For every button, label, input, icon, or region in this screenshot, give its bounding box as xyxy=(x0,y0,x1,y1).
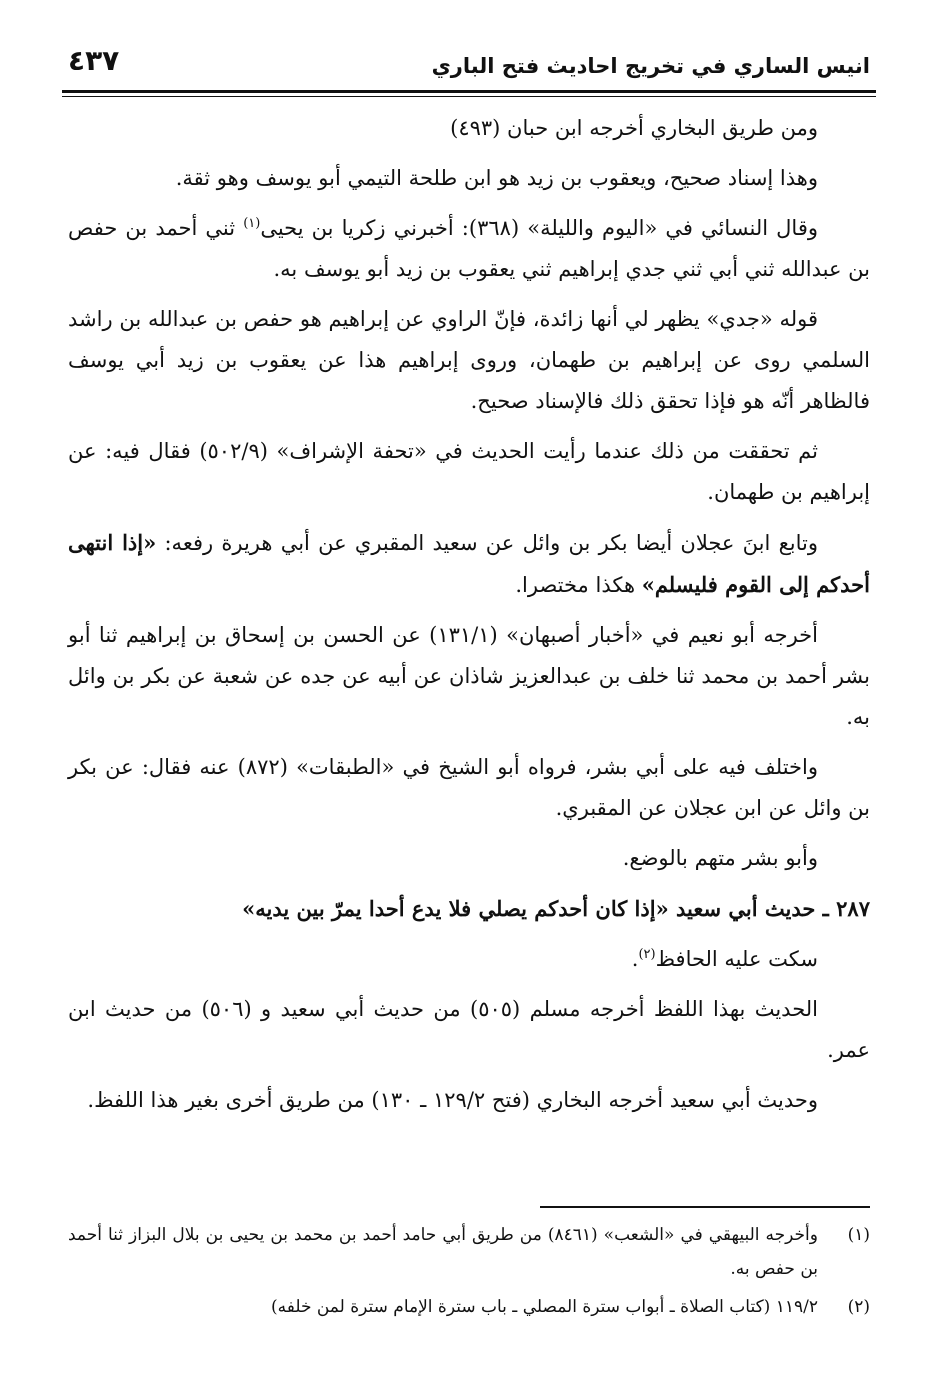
footnote-ref[interactable]: (١) xyxy=(243,216,261,231)
footnotes xyxy=(68,1218,870,1328)
paragraph: ومن طريق البخاري أخرجه ابن حبان (٤٩٣) xyxy=(450,116,818,140)
paragraph: واختلف فيه على أبي بشر، فرواه أبو الشيخ في «الطبقات» (٨٧٢) عنه فقال: عن بكر بن وائل عن ابن عجلان عن المقبري. xyxy=(68,755,870,820)
paragraph-text: ثني أحمد بن حفص بن عبدالله ثني أبي ثني جدي إبراهيم ثني يعقوب بن زيد أبو يوسف به. xyxy=(68,216,870,281)
hadith-number: ٢٨٧ ـ حديث أبي سعيد xyxy=(668,896,870,921)
paragraph: الحديث بهذا اللفظ أخرجه مسلم (٥٠٥) من حديث أبي سعيد و (٥٠٦) من حديث ابن عمر. xyxy=(68,997,870,1062)
main-text xyxy=(68,108,870,1130)
running-title: انيس الساري في تخريج احاديث فتح الباري xyxy=(431,54,870,78)
footnote-text: ١١٩/٢ (كتاب الصلاة ـ أبواب سترة المصلي ـ باب سترة الإمام سترة لمن خلفه) xyxy=(270,1297,818,1317)
footnote xyxy=(68,1218,870,1286)
paragraph: وهذا إسناد صحيح، ويعقوب بن زيد هو ابن طلحة التيمي أبو يوسف وهو ثقة. xyxy=(175,166,818,190)
footnote-number: (٢) xyxy=(847,1297,870,1317)
header-rule-thin xyxy=(62,96,876,97)
paragraph-text: وقال النسائي في «اليوم والليلة» (٣٦٨): أخبرني زكريا بن يحيى xyxy=(260,216,818,240)
footnote-number: (١) xyxy=(847,1225,870,1245)
paragraph: وحديث أبي سعيد أخرجه البخاري (فتح ١٢٩/٢ ـ ١٣٠) من طريق أخرى بغير هذا اللفظ. xyxy=(87,1088,818,1112)
paragraph: قوله «جدي» يظهر لي أنها زائدة، فإنّ الراوي عن إبراهيم هو حفص بن عبدالله بن راشد السلمي روى عن إبراهيم بن طهمان، وروى إبراهيم هذا عن يعقوب بن زيد أبي يوسف فالظاهر أنّه هو فإذا تحقق ذلك فالإسناد صحيح. xyxy=(68,307,870,413)
hadith-note-end: . xyxy=(631,947,639,971)
hadith-note: سكت عليه الحافظ xyxy=(655,947,818,971)
paragraph-text: وتابع ابنَ عجلان أيضا بكر بن وائل عن سعيد المقبري عن أبي هريرة رفعه: xyxy=(164,531,818,555)
paragraph xyxy=(68,208,870,290)
footnote xyxy=(68,1290,870,1324)
paragraph-text: هكذا مختصرا. xyxy=(515,573,642,597)
footnote-ref[interactable]: (٢) xyxy=(638,947,656,962)
paragraph: ثم تحققت من ذلك عندما رأيت الحديث في «تحفة الإشراف» (٥٠٢/٩) فقال فيه: عن إبراهيم بن طهمان. xyxy=(68,439,870,504)
paragraph xyxy=(68,939,870,980)
page-number: ٤٣٧ xyxy=(68,44,120,77)
footnote-text: وأخرجه البيهقي في «الشعب» (٨٤٦١) من طريق أبي حامد أحمد بن محمد بن يحيى بن بلال البزاز ثنا أحمد بن حفص به. xyxy=(68,1225,818,1279)
hadith-heading xyxy=(68,888,870,930)
paragraph xyxy=(68,522,870,606)
page-header xyxy=(62,40,876,92)
hadith-text: «إذا كان أحدكم يصلي فلا يدع أحدا يمرّ بين يديه» xyxy=(242,896,669,921)
paragraph: وأبو بشر متهم بالوضع. xyxy=(622,846,818,870)
hadith-quote: «إذا انتهى أحدكم إلى القوم فليسلم» xyxy=(68,530,870,597)
paragraph: أخرجه أبو نعيم في «أخبار أصبهان» (١٣١/١) عن الحسن بن إسحاق بن إبراهيم ثنا أبو بشر أحمد بن محمد ثنا خلف بن عبدالعزيز شاذان عن أبيه عن جده عن شعبة عن بكر بن وائل به. xyxy=(68,623,870,729)
footnote-rule xyxy=(540,1206,870,1208)
header-rule xyxy=(62,90,876,93)
